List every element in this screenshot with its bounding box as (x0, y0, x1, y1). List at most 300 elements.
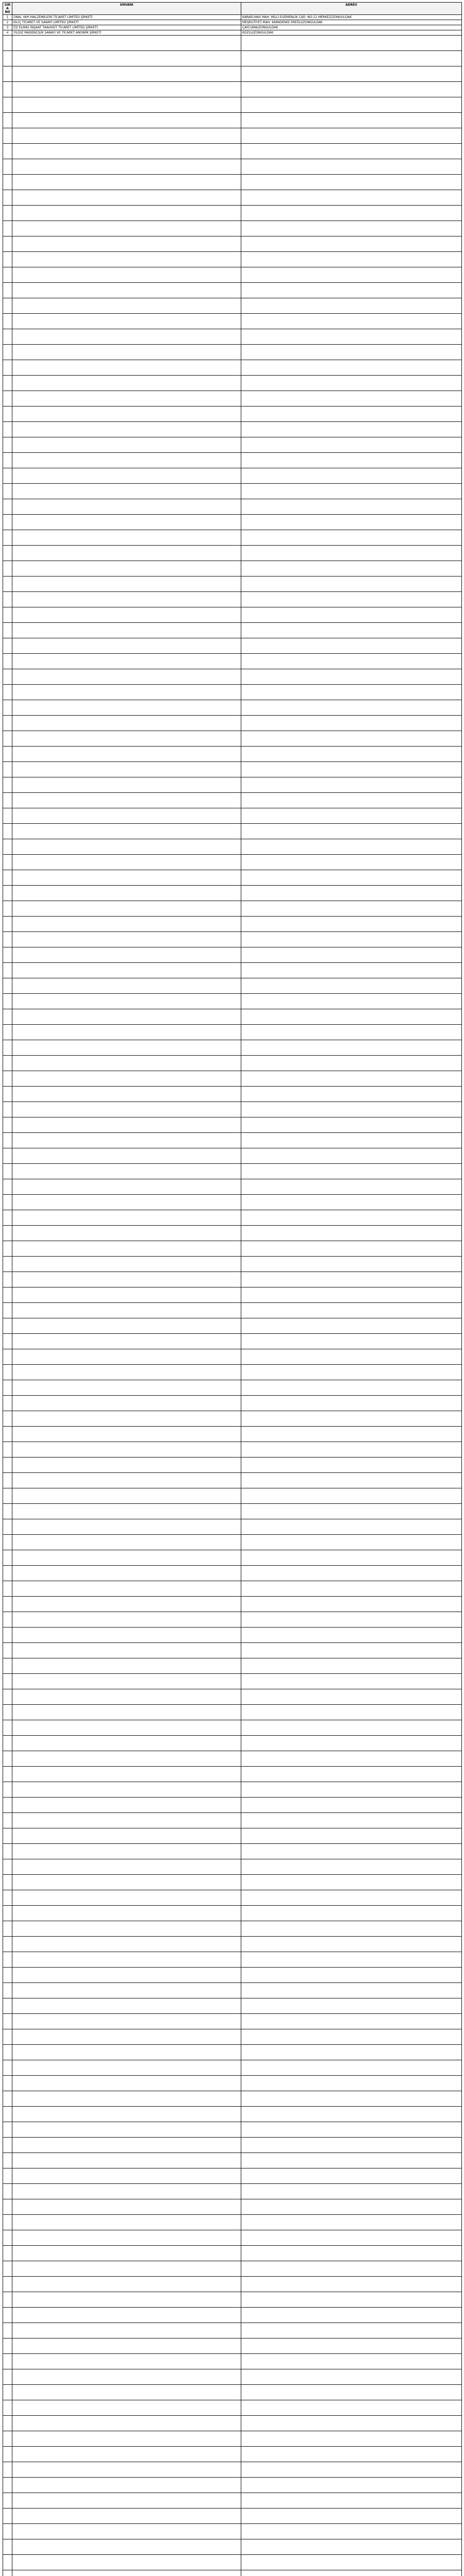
table-row-illegible (3, 592, 462, 607)
table-row-illegible (3, 530, 462, 546)
row-address (241, 901, 462, 917)
row-no (3, 175, 12, 190)
row-name (12, 97, 241, 113)
table-row (3, 30, 462, 36)
row-name (12, 793, 241, 808)
table-row-illegible (3, 2400, 462, 2416)
table-row-illegible (3, 51, 462, 66)
row-no (3, 963, 12, 978)
row-address (241, 515, 462, 530)
row-name (12, 1179, 241, 1195)
row-name (12, 1164, 241, 1179)
header-name: UNVANI (12, 3, 241, 15)
row-name (12, 2060, 241, 2076)
row-address (241, 1334, 462, 1349)
row-no (3, 2462, 12, 2478)
table-row-illegible (3, 128, 462, 144)
table-row-illegible (3, 1164, 462, 1179)
row-no (3, 1102, 12, 1117)
row-no (3, 2338, 12, 2354)
row-name (12, 1813, 241, 1828)
row-address (241, 1473, 462, 1488)
table-row-illegible (3, 1705, 462, 1720)
row-address (241, 1550, 462, 1566)
row-no (3, 870, 12, 886)
row-address (241, 1071, 462, 1087)
row-address (241, 1349, 462, 1365)
row-address (241, 97, 462, 113)
row-name (12, 1087, 241, 1102)
row-address (241, 1411, 462, 1427)
table-row-illegible (3, 1581, 462, 1597)
row-name (12, 2524, 241, 2539)
row-no (3, 484, 12, 499)
row-no (3, 978, 12, 994)
row-address (241, 607, 462, 623)
table-row-illegible (3, 283, 462, 298)
row-no (3, 1998, 12, 2014)
row-name (12, 252, 241, 267)
row-address (241, 1102, 462, 1117)
row-name (12, 2555, 241, 2570)
row-name (12, 978, 241, 994)
row-name (12, 2246, 241, 2261)
table-row-illegible (3, 700, 462, 716)
row-address (241, 793, 462, 808)
row-address (241, 1937, 462, 1952)
table-row-illegible (3, 1473, 462, 1488)
row-name (12, 747, 241, 762)
row-no (3, 206, 12, 221)
row-name (12, 685, 241, 700)
row-name (12, 1488, 241, 1504)
row-address (241, 1164, 462, 1179)
row-name (12, 1921, 241, 1937)
table-row-illegible (3, 2478, 462, 2493)
row-name: ÖZ ELMAS İNŞAAT TAAHHÜT TİCARET LİMİTED ŞİRKETİ (12, 25, 241, 30)
row-name (12, 1844, 241, 1859)
row-no (3, 190, 12, 206)
row-no (3, 2199, 12, 2215)
row-no (3, 901, 12, 917)
table-row-illegible (3, 777, 462, 793)
table-row-illegible (3, 1241, 462, 1257)
row-address (241, 2045, 462, 2060)
table-row-illegible (3, 2184, 462, 2199)
row-no (3, 530, 12, 546)
row-no (3, 654, 12, 669)
row-address (241, 1952, 462, 1968)
row-name (12, 499, 241, 515)
table-row-illegible (3, 1087, 462, 1102)
row-name (12, 1303, 241, 1318)
table-row-illegible (3, 2277, 462, 2292)
row-address (241, 1365, 462, 1380)
table-row-illegible (3, 1411, 462, 1427)
row-address (241, 468, 462, 484)
row-name (12, 1349, 241, 1365)
table-row-illegible (3, 2076, 462, 2091)
row-name (12, 1968, 241, 1983)
table-row-illegible (3, 2153, 462, 2168)
row-no (3, 391, 12, 406)
table-row-illegible (3, 947, 462, 963)
row-name (12, 1504, 241, 1519)
row-address (241, 1968, 462, 1983)
row-no (3, 1798, 12, 1813)
row-address (241, 2369, 462, 2385)
row-address (241, 1906, 462, 1921)
row-address (241, 886, 462, 901)
table-row-illegible (3, 2447, 462, 2462)
row-address (241, 1581, 462, 1597)
row-address (241, 1179, 462, 1195)
table-row-illegible (3, 1689, 462, 1705)
row-no (3, 1844, 12, 1859)
table-row-illegible (3, 2524, 462, 2539)
row-no (3, 1272, 12, 1287)
row-name (12, 1875, 241, 1890)
row-address (241, 1504, 462, 1519)
row-no (3, 267, 12, 283)
row-name (12, 422, 241, 437)
row-address (241, 1767, 462, 1782)
row-name (12, 1318, 241, 1334)
row-no (3, 1349, 12, 1365)
row-no (3, 345, 12, 360)
row-address (241, 1597, 462, 1612)
table-row-illegible (3, 1272, 462, 1287)
table-row-illegible (3, 669, 462, 685)
row-no (3, 66, 12, 82)
row-address (241, 406, 462, 422)
table-row-illegible (3, 1148, 462, 1164)
row-no (3, 886, 12, 901)
row-no (3, 2385, 12, 2400)
row-no (3, 221, 12, 236)
table-row-illegible (3, 267, 462, 283)
row-name (12, 994, 241, 1009)
row-no (3, 314, 12, 329)
row-no (3, 2447, 12, 2462)
table-row-illegible (3, 66, 462, 82)
row-address (241, 51, 462, 66)
row-address (241, 360, 462, 376)
row-address (241, 1133, 462, 1148)
table-row-illegible (3, 654, 462, 669)
table-row-illegible (3, 1210, 462, 1226)
row-address (241, 747, 462, 762)
table-row-illegible (3, 298, 462, 314)
row-no (3, 1040, 12, 1056)
row-name (12, 1828, 241, 1844)
row-name (12, 963, 241, 978)
table-row-illegible (3, 1226, 462, 1241)
row-address (241, 1087, 462, 1102)
row-name (12, 1983, 241, 1998)
row-name (12, 777, 241, 793)
row-address (241, 932, 462, 947)
row-name (12, 484, 241, 499)
row-no (3, 1674, 12, 1689)
row-address (241, 855, 462, 870)
row-address (241, 1844, 462, 1859)
row-no (3, 36, 12, 51)
row-address (241, 2168, 462, 2184)
row-address (241, 2122, 462, 2138)
row-address (241, 221, 462, 236)
row-name (12, 144, 241, 159)
row-name (12, 1890, 241, 1906)
row-no (3, 128, 12, 144)
table-row-illegible (3, 437, 462, 453)
table-row-illegible (3, 252, 462, 267)
table-row-illegible (3, 2246, 462, 2261)
row-no (3, 607, 12, 623)
row-no (3, 1195, 12, 1210)
row-no (3, 700, 12, 716)
row-name (12, 190, 241, 206)
header-address: ADRES (241, 3, 462, 15)
row-no (3, 1303, 12, 1318)
table-row-illegible (3, 1921, 462, 1937)
row-address (241, 345, 462, 360)
table-row-illegible (3, 329, 462, 345)
row-name (12, 2338, 241, 2354)
table-row-illegible (3, 638, 462, 654)
row-no (3, 1782, 12, 1798)
table-row-illegible (3, 376, 462, 391)
row-no (3, 113, 12, 128)
row-name (12, 2168, 241, 2184)
row-name (12, 2014, 241, 2029)
row-name (12, 1859, 241, 1875)
table-row-illegible (3, 1798, 462, 1813)
row-no (3, 236, 12, 252)
row-address (241, 1689, 462, 1705)
table-row-illegible (3, 2107, 462, 2122)
row-name (12, 1550, 241, 1566)
row-no (3, 1179, 12, 1195)
row-address (241, 978, 462, 994)
table-row-illegible (3, 747, 462, 762)
row-name (12, 2107, 241, 2122)
table-row-illegible (3, 515, 462, 530)
row-address (241, 2338, 462, 2354)
table-row-illegible (3, 917, 462, 932)
row-name (12, 1597, 241, 1612)
row-address (241, 1998, 462, 2014)
row-name (12, 36, 241, 51)
row-address (241, 669, 462, 685)
table-row-illegible (3, 1767, 462, 1782)
table-row-illegible (3, 963, 462, 978)
row-address (241, 2431, 462, 2447)
row-address (241, 731, 462, 747)
row-name (12, 298, 241, 314)
row-address (241, 2060, 462, 2076)
table-row-illegible (3, 314, 462, 329)
row-name (12, 1133, 241, 1148)
table-row-illegible (3, 1257, 462, 1272)
row-name (12, 917, 241, 932)
row-name (12, 345, 241, 360)
row-no (3, 1396, 12, 1411)
row-no (3, 1519, 12, 1535)
row-name (12, 870, 241, 886)
row-name (12, 2570, 241, 2576)
row-name (12, 51, 241, 66)
row-name (12, 175, 241, 190)
row-name (12, 1581, 241, 1597)
table-row-illegible (3, 2199, 462, 2215)
row-name (12, 1767, 241, 1782)
table-row-illegible (3, 978, 462, 994)
table-row-illegible (3, 2493, 462, 2509)
row-address (241, 963, 462, 978)
row-address (241, 1566, 462, 1581)
row-name (12, 1674, 241, 1689)
row-address (241, 128, 462, 144)
row-name (12, 731, 241, 747)
table-row-illegible (3, 1056, 462, 1071)
row-no (3, 468, 12, 484)
row-address (241, 2076, 462, 2091)
row-address (241, 994, 462, 1009)
table-row-illegible (3, 2045, 462, 2060)
row-name (12, 1056, 241, 1071)
row-address (241, 1782, 462, 1798)
row-address (241, 1612, 462, 1628)
table-row-illegible (3, 1844, 462, 1859)
row-no (3, 1164, 12, 1179)
table-row-illegible (3, 221, 462, 236)
row-name (12, 2199, 241, 2215)
row-no (3, 1442, 12, 1458)
row-no (3, 1921, 12, 1937)
table-row-illegible (3, 1179, 462, 1195)
row-no (3, 1983, 12, 1998)
table-row-illegible (3, 1318, 462, 1334)
row-no (3, 2138, 12, 2153)
row-address (241, 1303, 462, 1318)
row-no (3, 1767, 12, 1782)
row-address (241, 561, 462, 577)
row-address (241, 1148, 462, 1164)
table-row-illegible (3, 2014, 462, 2029)
table-row-illegible (3, 994, 462, 1009)
table-row-illegible (3, 1334, 462, 1349)
row-name (12, 1040, 241, 1056)
table-row-illegible (3, 886, 462, 901)
row-address: KOZLU/ZONGULDAK (241, 30, 462, 36)
table-row-illegible (3, 2138, 462, 2153)
row-name (12, 1226, 241, 1241)
row-address (241, 2478, 462, 2493)
row-name (12, 2385, 241, 2400)
row-name (12, 1612, 241, 1628)
row-name (12, 1535, 241, 1550)
row-name (12, 2215, 241, 2230)
table-row-illegible (3, 453, 462, 468)
row-no (3, 1117, 12, 1133)
table-row-illegible (3, 2122, 462, 2138)
row-name (12, 1117, 241, 1133)
table-row-illegible (3, 499, 462, 515)
row-address (241, 376, 462, 391)
row-name (12, 2153, 241, 2168)
row-no (3, 762, 12, 777)
table-row-illegible (3, 1952, 462, 1968)
row-name (12, 700, 241, 716)
row-name (12, 561, 241, 577)
row-name (12, 2400, 241, 2416)
row-name (12, 1102, 241, 1117)
table-row-illegible (3, 2308, 462, 2323)
row-address: KARAELMAS MAH. MİLLİ EGEMENLİK CAD. NO:12 MERKEZ/ZONGULDAK (241, 15, 462, 20)
row-name (12, 1473, 241, 1488)
row-address (241, 267, 462, 283)
row-no (3, 1751, 12, 1767)
table-row-illegible (3, 2509, 462, 2524)
table-row-illegible (3, 623, 462, 638)
table-row (3, 20, 462, 25)
table-row-illegible (3, 1906, 462, 1921)
row-address (241, 2354, 462, 2369)
row-address (241, 2230, 462, 2246)
row-name (12, 1628, 241, 1643)
row-address (241, 2555, 462, 2570)
table-row-illegible (3, 484, 462, 499)
row-no (3, 1628, 12, 1643)
row-address (241, 2509, 462, 2524)
table-row-illegible (3, 901, 462, 917)
row-no (3, 638, 12, 654)
table-row-illegible (3, 406, 462, 422)
row-address (241, 947, 462, 963)
row-address (241, 437, 462, 453)
table-row-illegible (3, 206, 462, 221)
table-row-illegible (3, 1875, 462, 1890)
row-no (3, 1241, 12, 1257)
row-address (241, 1720, 462, 1736)
table-row-illegible (3, 1597, 462, 1612)
table-row-illegible (3, 1102, 462, 1117)
table-row-illegible (3, 1751, 462, 1767)
row-no (3, 406, 12, 422)
row-name (12, 2076, 241, 2091)
row-address (241, 36, 462, 51)
row-name (12, 1442, 241, 1458)
row-no (3, 2184, 12, 2199)
header-row (3, 3, 462, 15)
row-name (12, 1906, 241, 1921)
row-address (241, 1813, 462, 1828)
table-row-illegible (3, 2230, 462, 2246)
row-no (3, 1705, 12, 1720)
table-row-illegible (3, 2261, 462, 2277)
row-name (12, 1952, 241, 1968)
row-no (3, 669, 12, 685)
row-no (3, 1504, 12, 1519)
row-name (12, 623, 241, 638)
row-no (3, 1689, 12, 1705)
row-address (241, 2199, 462, 2215)
row-address (241, 144, 462, 159)
table-row-illegible (3, 2570, 462, 2576)
row-no (3, 1458, 12, 1473)
row-name (12, 1427, 241, 1442)
